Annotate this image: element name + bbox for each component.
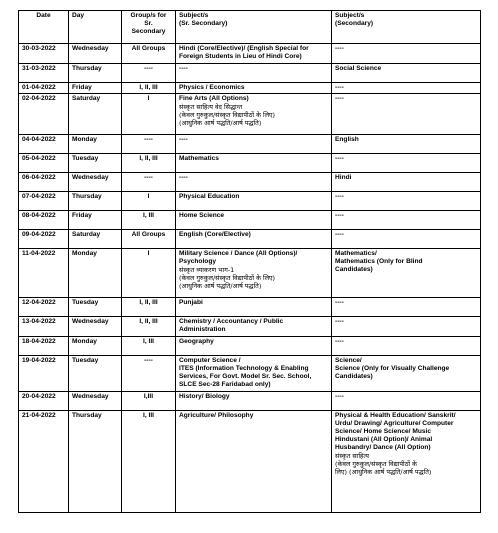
sr-subject-line: SLCE Sec-28 Faridabad only) <box>179 381 271 388</box>
sr-secondary-subjects <box>176 211 332 230</box>
table-row <box>19 298 481 317</box>
secondary-subjects <box>332 135 481 154</box>
table-row <box>19 411 481 513</box>
sec-subject-line: ---- <box>335 84 344 91</box>
sr-subject-line: Administration <box>179 326 226 333</box>
exam-day: Tuesday <box>69 356 122 392</box>
sec-subject-line: ---- <box>335 95 344 102</box>
header-day: Day <box>69 11 122 44</box>
secondary-subjects <box>332 356 481 392</box>
exam-groups: ---- <box>122 135 176 154</box>
sr-subject-line: Geography <box>179 338 214 345</box>
sec-subject-line: ---- <box>335 212 344 219</box>
sr-secondary-subjects <box>176 94 332 135</box>
sr-secondary-subjects <box>176 83 332 94</box>
exam-groups: I, II, III <box>122 317 176 337</box>
sr-subject-line: Mathematics <box>179 155 219 162</box>
table-row <box>19 135 481 154</box>
sr-subject-line: (केवल गुरुकुल/संस्कृत विद्यापीठों के लिए) <box>179 111 276 119</box>
exam-day: Wednesday <box>69 392 122 411</box>
exam-groups: I, II, III <box>122 83 176 94</box>
schedule-body <box>19 44 481 513</box>
exam-date: 02-04-2022 <box>19 94 69 135</box>
header-groups-line: Secondary <box>131 28 166 35</box>
exam-groups: I, III <box>122 411 176 513</box>
header-sr-subjects <box>176 11 332 44</box>
sr-subject-line: Military Science / Dance (All Options)/ <box>179 250 298 257</box>
secondary-subjects <box>332 337 481 356</box>
exam-day: Thursday <box>69 192 122 211</box>
exam-date: 12-04-2022 <box>19 298 69 317</box>
exam-date: 09-04-2022 <box>19 230 69 249</box>
exam-groups: I, II, III <box>122 154 176 173</box>
exam-groups: All Groups <box>122 44 176 64</box>
exam-date: 01-04-2022 <box>19 83 69 94</box>
table-row <box>19 44 481 64</box>
secondary-subjects <box>332 392 481 411</box>
sec-subject-line: ---- <box>335 45 344 52</box>
exam-date: 04-04-2022 <box>19 135 69 154</box>
header-sr-line: (Sr. Secondary) <box>179 20 228 27</box>
secondary-subjects <box>332 83 481 94</box>
sr-subject-line: ---- <box>179 136 188 143</box>
table-row <box>19 230 481 249</box>
sec-subject-line: Science/ Home Science/ Music <box>335 428 432 435</box>
table-row <box>19 154 481 173</box>
sec-subject-line: Candidates) <box>335 373 373 380</box>
sec-subject-line: संस्कृत साहित्य <box>335 452 369 460</box>
table-row <box>19 356 481 392</box>
sr-secondary-subjects <box>176 135 332 154</box>
exam-date: 06-04-2022 <box>19 173 69 192</box>
table-row <box>19 94 481 135</box>
table-row <box>19 317 481 337</box>
sr-secondary-subjects <box>176 173 332 192</box>
secondary-subjects <box>332 317 481 337</box>
sec-subject-line: लिए) (आधुनिक आर्ष पद्धति/आर्ष पद्धति) <box>335 468 432 476</box>
exam-day: Monday <box>69 337 122 356</box>
exam-groups: I, III <box>122 211 176 230</box>
exam-day: Wednesday <box>69 44 122 64</box>
exam-day: Friday <box>69 211 122 230</box>
sec-subject-line: Hindustani (All Option)/ Animal <box>335 436 433 443</box>
sr-secondary-subjects <box>176 356 332 392</box>
sr-subject-line: Services, For Govt. Model Sr. Sec. School, <box>179 373 312 380</box>
secondary-subjects <box>332 94 481 135</box>
sr-subject-line: Psychology <box>179 258 217 265</box>
sr-subject-line: (आधुनिक आर्ष पद्धति/आर्ष पद्धति) <box>179 282 262 290</box>
exam-day: Friday <box>69 83 122 94</box>
exam-groups: I, III <box>122 337 176 356</box>
header-sec-line: (Secondary) <box>335 20 374 27</box>
table-row <box>19 83 481 94</box>
sec-subject-line: Mathematics (Only for Blind <box>335 258 423 265</box>
sr-subject-line: संस्कृत साहित्य वेद सिद्धान्त <box>179 103 243 111</box>
table-row <box>19 192 481 211</box>
sr-subject-line: ITES (Information Technology & Enabling <box>179 365 309 372</box>
exam-day: Thursday <box>69 411 122 513</box>
sec-subject-line: Urdu/ Drawing/ Agriculture/ Computer <box>335 420 454 427</box>
sr-secondary-subjects <box>176 249 332 298</box>
exam-date: 13-04-2022 <box>19 317 69 337</box>
secondary-subjects <box>332 411 481 513</box>
table-row <box>19 211 481 230</box>
exam-groups: All Groups <box>122 230 176 249</box>
sec-subject-line: Science/ <box>335 357 362 364</box>
sec-subject-line: Mathematics/ <box>335 250 377 257</box>
sec-subject-line: English <box>335 136 359 143</box>
sec-subject-line: Physical & Health Education/ Sanskrit/ <box>335 412 456 419</box>
header-groups-line: Group/s for <box>130 12 167 19</box>
secondary-subjects <box>332 230 481 249</box>
table-row <box>19 249 481 298</box>
sec-subject-line: ---- <box>335 299 344 306</box>
exam-groups: I, II, III <box>122 298 176 317</box>
header-sr-line: Subject/s <box>179 12 209 19</box>
exam-day: Thursday <box>69 64 122 83</box>
exam-groups: ---- <box>122 173 176 192</box>
exam-groups: ---- <box>122 356 176 392</box>
sec-subject-line: Husbandry/ Dance (All Option) <box>335 444 431 451</box>
exam-date: 05-04-2022 <box>19 154 69 173</box>
header-groups-line: Sr. <box>144 20 153 27</box>
exam-groups: I,III <box>122 392 176 411</box>
exam-groups: I <box>122 94 176 135</box>
header-groups <box>122 11 176 44</box>
sr-secondary-subjects <box>176 411 332 513</box>
exam-day: Tuesday <box>69 298 122 317</box>
table-row <box>19 392 481 411</box>
exam-day: Tuesday <box>69 154 122 173</box>
datesheet <box>18 10 481 513</box>
sr-subject-line: Fine Arts (All Options) <box>179 95 249 102</box>
exam-date: 08-04-2022 <box>19 211 69 230</box>
sr-subject-line: Physical Education <box>179 193 240 200</box>
exam-date: 11-04-2022 <box>19 249 69 298</box>
sr-secondary-subjects <box>176 392 332 411</box>
sec-subject-line: ---- <box>335 393 344 400</box>
exam-day: Monday <box>69 249 122 298</box>
sr-subject-line: English (Core/Elective) <box>179 231 251 238</box>
sr-subject-line: Computer Science / <box>179 357 241 364</box>
sr-secondary-subjects <box>176 64 332 83</box>
exam-date: 21-04-2022 <box>19 411 69 513</box>
secondary-subjects <box>332 44 481 64</box>
secondary-subjects <box>332 249 481 298</box>
header-row <box>19 11 481 44</box>
sec-subject-line: ---- <box>335 155 344 162</box>
secondary-subjects <box>332 154 481 173</box>
sr-secondary-subjects <box>176 298 332 317</box>
exam-groups: I <box>122 249 176 298</box>
sr-subject-line: ---- <box>179 65 188 72</box>
exam-date: 31-03-2022 <box>19 64 69 83</box>
exam-groups: I <box>122 192 176 211</box>
sr-secondary-subjects <box>176 44 332 64</box>
header-date: Date <box>19 11 69 44</box>
exam-day: Monday <box>69 135 122 154</box>
sr-subject-line: Home Science <box>179 212 225 219</box>
sr-subject-line: Agriculture/ Philosophy <box>179 412 254 419</box>
secondary-subjects <box>332 211 481 230</box>
exam-date: 19-04-2022 <box>19 356 69 392</box>
exam-day: Saturday <box>69 94 122 135</box>
header-sec-subjects <box>332 11 481 44</box>
secondary-subjects <box>332 64 481 83</box>
sr-secondary-subjects <box>176 154 332 173</box>
exam-date: 18-04-2022 <box>19 337 69 356</box>
sr-subject-line: History/ Biology <box>179 393 230 400</box>
sr-subject-line: (केवल गुरुकुल/संस्कृत विद्यापीठों के लिए) <box>179 274 276 282</box>
sec-subject-line: Social Science <box>335 65 382 72</box>
sec-subject-line: ---- <box>335 193 344 200</box>
secondary-subjects <box>332 298 481 317</box>
sr-subject-line: Chemistry / Accountancy / Public <box>179 318 284 325</box>
sr-secondary-subjects <box>176 337 332 356</box>
sr-subject-line: Hindi (Core/Elective)/ (English Special for <box>179 45 309 52</box>
exam-schedule-table <box>18 10 481 513</box>
exam-day: Wednesday <box>69 173 122 192</box>
table-row <box>19 64 481 83</box>
header-sec-line: Subject/s <box>335 12 365 19</box>
sr-subject-line: Foreign Students in Lieu of Hindi Core) <box>179 53 302 60</box>
sec-subject-line: (केवल गुरुकुल/संस्कृत विद्यापीठों के <box>335 460 418 468</box>
sr-subject-line: संस्कृत व्याकरण भाग-1 <box>179 266 235 274</box>
sr-subject-line: Physics / Economics <box>179 84 245 91</box>
sr-secondary-subjects <box>176 317 332 337</box>
secondary-subjects <box>332 173 481 192</box>
sec-subject-line: ---- <box>335 318 344 325</box>
sec-subject-line: ---- <box>335 338 344 345</box>
sec-subject-line: ---- <box>335 231 344 238</box>
sr-subject-line: (आधुनिक आर्ष पद्धति/आर्ष पद्धति) <box>179 119 262 127</box>
sr-secondary-subjects <box>176 230 332 249</box>
secondary-subjects <box>332 192 481 211</box>
exam-date: 07-04-2022 <box>19 192 69 211</box>
exam-date: 20-04-2022 <box>19 392 69 411</box>
sec-subject-line: Science (Only for Visually Challenge <box>335 365 450 372</box>
sec-subject-line: Candidates) <box>335 266 373 273</box>
exam-day: Saturday <box>69 230 122 249</box>
sr-secondary-subjects <box>176 192 332 211</box>
exam-groups: ---- <box>122 64 176 83</box>
sec-subject-line: Hindi <box>335 174 352 181</box>
sr-subject-line: Punjabi <box>179 299 203 306</box>
table-row <box>19 337 481 356</box>
exam-date: 30-03-2022 <box>19 44 69 64</box>
table-row <box>19 173 481 192</box>
exam-day: Wednesday <box>69 317 122 337</box>
sr-subject-line: ---- <box>179 174 188 181</box>
